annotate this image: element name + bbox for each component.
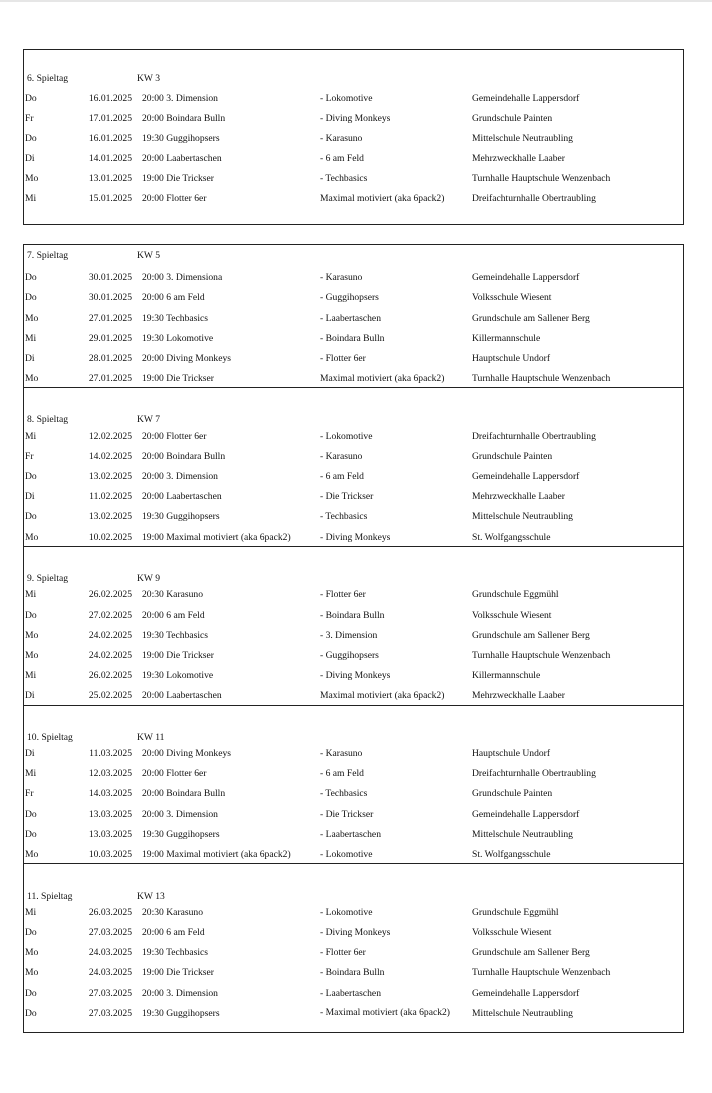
game-weekday: Fr — [25, 451, 34, 462]
game-guest-team: - Flotter 6er — [320, 947, 366, 958]
game-guest-team: - 6 am Feld — [320, 768, 364, 779]
game-guest-team: - Boindara Bulln — [320, 967, 385, 978]
game-date: 17.01.2025 — [88, 113, 132, 124]
game-row — [24, 170, 683, 187]
game-weekday: Di — [25, 748, 35, 759]
game-weekday: Do — [25, 272, 37, 283]
game-row — [24, 826, 683, 843]
game-row — [24, 468, 683, 485]
game-guest-team: - Lokomotive — [320, 93, 373, 104]
game-time-home-team: 20:00 6 am Feld — [142, 292, 205, 303]
game-date: 13.03.2025 — [88, 829, 132, 840]
game-guest-team: Maximal motiviert (aka 6pack2) — [320, 373, 445, 384]
game-time-home-team: 20:00 Boindara Bulln — [142, 451, 226, 462]
game-row — [24, 508, 683, 525]
game-row — [24, 846, 683, 863]
game-time-home-team: 19:30 Lokomotive — [142, 670, 214, 681]
game-row — [24, 529, 683, 546]
game-venue: Grundschule Painten — [472, 451, 553, 462]
game-venue: Turnhalle Hauptschule Wenzenbach — [472, 650, 611, 661]
game-venue: Grundschule Eggmühl — [472, 907, 559, 918]
game-weekday: Do — [25, 133, 37, 144]
game-date: 13.02.2025 — [88, 511, 132, 522]
game-venue: Grundschule am Sallener Berg — [472, 947, 590, 958]
game-venue: Dreifachturnhalle Obertraubling — [472, 431, 596, 442]
game-venue: Grundschule am Sallener Berg — [472, 630, 590, 641]
game-time-home-team: 19:00 Die Trickser — [142, 173, 214, 184]
game-row — [24, 190, 683, 207]
game-date: 24.03.2025 — [88, 967, 132, 978]
game-time-home-team: 20:00 Flotter 6er — [142, 431, 207, 442]
game-date: 29.01.2025 — [88, 333, 132, 344]
game-row — [24, 765, 683, 782]
game-guest-team: - Flotter 6er — [320, 353, 366, 364]
game-venue: Dreifachturnhalle Obertraubling — [472, 193, 596, 204]
game-venue: Gemeindehalle Lappersdorf — [472, 988, 580, 999]
game-weekday: Mo — [25, 849, 39, 860]
game-date: 16.01.2025 — [88, 133, 132, 144]
game-weekday: Mo — [25, 532, 39, 543]
game-time-home-team: 20:00 Laabertaschen — [142, 491, 222, 502]
matchday-header — [24, 70, 683, 87]
game-row — [24, 350, 683, 367]
game-time-home-team: 20:00 3. Dimension — [142, 93, 218, 104]
game-time-home-team: 19:30 Guggihopsers — [142, 511, 220, 522]
game-date: 24.02.2025 — [88, 630, 132, 641]
game-weekday: Mo — [25, 967, 39, 978]
game-row — [24, 904, 683, 921]
game-guest-team: - Diving Monkeys — [320, 113, 391, 124]
game-time-home-team: 19:30 Techbasics — [142, 313, 209, 324]
week-number: KW 5 — [137, 250, 161, 261]
game-weekday: Di — [25, 690, 35, 701]
matchday-header — [24, 247, 683, 264]
game-venue: Turnhalle Hauptschule Wenzenbach — [472, 373, 611, 384]
game-venue: Grundschule Eggmühl — [472, 589, 559, 600]
game-date: 11.03.2025 — [89, 748, 132, 759]
game-date: 12.03.2025 — [88, 768, 132, 779]
game-venue: Mittelschule Neutraubling — [472, 133, 573, 144]
game-guest-team: - Boindara Bulln — [320, 333, 385, 344]
game-date: 10.03.2025 — [88, 849, 132, 860]
matchday-label: 7. Spieltag — [27, 250, 69, 261]
game-row — [24, 985, 683, 1002]
game-weekday: Do — [25, 93, 37, 104]
game-venue: Gemeindehalle Lappersdorf — [472, 272, 580, 283]
game-guest-team: - Die Trickser — [320, 809, 374, 820]
game-date: 14.01.2025 — [88, 153, 132, 164]
game-guest-team: - Karasuno — [320, 451, 363, 462]
game-guest-team: - Karasuno — [320, 272, 363, 283]
game-weekday: Do — [25, 988, 37, 999]
game-weekday: Do — [25, 809, 37, 820]
game-date: 27.01.2025 — [88, 373, 132, 384]
game-weekday: Do — [25, 829, 37, 840]
game-row — [24, 289, 683, 306]
game-time-home-team: 20:00 Flotter 6er — [142, 768, 207, 779]
matchday-header — [24, 570, 683, 587]
game-venue: Mittelschule Neutraubling — [472, 511, 573, 522]
game-weekday: Fr — [25, 788, 34, 799]
game-date: 10.02.2025 — [88, 532, 132, 543]
game-time-home-team: 20:00 6 am Feld — [142, 610, 205, 621]
game-time-home-team: 20:30 Karasuno — [142, 907, 204, 918]
game-weekday: Do — [25, 471, 37, 482]
matchday-block — [23, 49, 684, 225]
game-row — [24, 607, 683, 624]
game-weekday: Mo — [25, 313, 39, 324]
game-date: 30.01.2025 — [88, 272, 132, 283]
game-venue: Gemeindehalle Lappersdorf — [472, 93, 580, 104]
game-date: 16.01.2025 — [88, 93, 132, 104]
week-number: KW 13 — [137, 891, 165, 902]
game-venue: Grundschule Painten — [472, 788, 553, 799]
game-guest-team: - Diving Monkeys — [320, 670, 391, 681]
top-divider — [0, 0, 712, 2]
game-row — [24, 687, 683, 704]
matchday-block — [23, 244, 684, 388]
game-date: 13.03.2025 — [88, 809, 132, 820]
matchday-header — [24, 888, 683, 905]
game-weekday: Mi — [25, 431, 37, 442]
game-row — [24, 330, 683, 347]
game-venue: Hauptschule Undorf — [472, 748, 551, 759]
game-date: 26.02.2025 — [88, 589, 132, 600]
game-date: 14.03.2025 — [88, 788, 132, 799]
game-guest-team: - Diving Monkeys — [320, 532, 391, 543]
game-row — [24, 1005, 683, 1022]
game-date: 13.02.2025 — [88, 471, 132, 482]
game-venue: Volksschule Wiesent — [472, 927, 552, 938]
game-time-home-team: 20:00 Boindara Bulln — [142, 788, 226, 799]
game-guest-team: - 6 am Feld — [320, 153, 364, 164]
game-weekday: Mi — [25, 333, 37, 344]
game-venue: Gemeindehalle Lappersdorf — [472, 809, 580, 820]
game-date: 13.01.2025 — [88, 173, 132, 184]
game-time-home-team: 19:00 Die Trickser — [142, 967, 214, 978]
game-row — [24, 745, 683, 762]
game-guest-team: - Laabertaschen — [320, 988, 381, 999]
game-row — [24, 944, 683, 961]
game-venue: Killermannschule — [472, 670, 541, 681]
game-venue: Volksschule Wiesent — [472, 292, 552, 303]
game-time-home-team: 20:00 Laabertaschen — [142, 690, 222, 701]
game-weekday: Mi — [25, 670, 37, 681]
game-row — [24, 370, 683, 387]
game-time-home-team: 20:00 Diving Monkeys — [142, 748, 232, 759]
game-time-home-team: 20:00 Boindara Bulln — [142, 113, 226, 124]
game-weekday: Mo — [25, 630, 39, 641]
game-guest-team: - Die Trickser — [320, 491, 374, 502]
game-weekday: Mo — [25, 650, 39, 661]
game-guest-team: - Guggihopsers — [320, 292, 379, 303]
game-time-home-team: 19:00 Die Trickser — [142, 650, 214, 661]
game-row — [24, 130, 683, 147]
game-time-home-team: 20:00 3. Dimension — [142, 809, 218, 820]
game-venue: Mittelschule Neutraubling — [472, 1008, 573, 1019]
game-time-home-team: 19:30 Lokomotive — [142, 333, 214, 344]
game-weekday: Do — [25, 1008, 37, 1019]
matchday-label: 11. Spieltag — [27, 891, 73, 902]
game-row — [24, 269, 683, 286]
game-row — [24, 586, 683, 603]
game-row — [24, 150, 683, 167]
game-weekday: Mi — [25, 589, 37, 600]
game-weekday: Do — [25, 292, 37, 303]
game-weekday: Di — [25, 353, 35, 364]
matchday-label: 10. Spieltag — [27, 732, 73, 743]
game-venue: Mehrzweckhalle Laaber — [472, 491, 565, 502]
game-date: 11.02.2025 — [89, 491, 132, 502]
game-date: 27.02.2025 — [88, 610, 132, 621]
game-guest-team: - 6 am Feld — [320, 471, 364, 482]
game-time-home-team: 20:00 3. Dimension — [142, 988, 218, 999]
game-guest-team: - Boindara Bulln — [320, 610, 385, 621]
game-weekday: Mi — [25, 768, 37, 779]
game-venue: Turnhalle Hauptschule Wenzenbach — [472, 173, 611, 184]
game-row — [24, 627, 683, 644]
week-number: KW 11 — [137, 732, 165, 743]
game-date: 30.01.2025 — [88, 292, 132, 303]
game-venue: Dreifachturnhalle Obertraubling — [472, 768, 596, 779]
game-weekday: Di — [25, 491, 35, 502]
game-guest-team: - 3. Dimension — [320, 630, 378, 641]
game-guest-team: - Flotter 6er — [320, 589, 366, 600]
game-venue: Mittelschule Neutraubling — [472, 829, 573, 840]
game-row — [24, 310, 683, 327]
game-guest-team: - Maximal motiviert (aka 6pack2) — [320, 1007, 451, 1018]
game-row — [24, 448, 683, 465]
game-venue: Volksschule Wiesent — [472, 610, 552, 621]
game-row — [24, 667, 683, 684]
game-guest-team: - Techbasics — [320, 173, 368, 184]
game-weekday: Mo — [25, 947, 39, 958]
game-date: 26.03.2025 — [88, 907, 132, 918]
matchday-label: 8. Spieltag — [27, 414, 69, 425]
game-venue: Turnhalle Hauptschule Wenzenbach — [472, 967, 611, 978]
game-row — [24, 924, 683, 941]
game-weekday: Do — [25, 610, 37, 621]
game-guest-team: - Lokomotive — [320, 849, 373, 860]
matchday-header — [24, 411, 683, 428]
matchday-header — [24, 729, 683, 746]
game-row — [24, 806, 683, 823]
game-guest-team: - Techbasics — [320, 511, 368, 522]
game-weekday: Di — [25, 153, 35, 164]
game-weekday: Mo — [25, 173, 39, 184]
game-time-home-team: 20:00 Flotter 6er — [142, 193, 207, 204]
game-guest-team: - Laabertaschen — [320, 313, 381, 324]
game-venue: Mehrzweckhalle Laaber — [472, 153, 565, 164]
game-venue: Grundschule Painten — [472, 113, 553, 124]
game-date: 24.03.2025 — [88, 947, 132, 958]
game-date: 25.02.2025 — [88, 690, 132, 701]
game-guest-team: - Diving Monkeys — [320, 927, 391, 938]
game-date: 27.03.2025 — [88, 988, 132, 999]
game-venue: St. Wolfgangsschule — [472, 849, 551, 860]
game-date: 27.03.2025 — [88, 1008, 132, 1019]
game-row — [24, 428, 683, 445]
game-row — [24, 90, 683, 107]
game-weekday: Fr — [25, 113, 34, 124]
game-row — [24, 964, 683, 981]
game-weekday: Do — [25, 927, 37, 938]
game-guest-team: - Techbasics — [320, 788, 368, 799]
matchday-label: 6. Spieltag — [27, 73, 69, 84]
week-number: KW 3 — [137, 73, 161, 84]
game-venue: Hauptschule Undorf — [472, 353, 551, 364]
game-guest-team: - Karasuno — [320, 748, 363, 759]
game-guest-team: - Karasuno — [320, 133, 363, 144]
game-time-home-team: 19:00 Maximal motiviert (aka 6pack2) — [142, 532, 291, 543]
game-guest-team: - Lokomotive — [320, 431, 373, 442]
game-weekday: Mi — [25, 193, 37, 204]
game-time-home-team: 19:30 Techbasics — [142, 947, 209, 958]
matchday-block — [23, 387, 684, 547]
game-venue: Grundschule am Sallener Berg — [472, 313, 590, 324]
game-date: 26.02.2025 — [88, 670, 132, 681]
game-guest-team: Maximal motiviert (aka 6pack2) — [320, 193, 445, 204]
game-guest-team: - Laabertaschen — [320, 829, 381, 840]
game-date: 28.01.2025 — [88, 353, 132, 364]
game-guest-team: - Lokomotive — [320, 907, 373, 918]
matchday-block — [23, 705, 684, 864]
game-time-home-team: 19:00 Maximal motiviert (aka 6pack2) — [142, 849, 291, 860]
game-guest-team: - Guggihopsers — [320, 650, 379, 661]
game-time-home-team: 20:00 6 am Feld — [142, 927, 205, 938]
game-date: 24.02.2025 — [88, 650, 132, 661]
matchday-label: 9. Spieltag — [27, 573, 69, 584]
game-weekday: Do — [25, 511, 37, 522]
game-time-home-team: 19:30 Guggihopsers — [142, 1008, 220, 1019]
game-date: 14.02.2025 — [88, 451, 132, 462]
game-venue: St. Wolfgangsschule — [472, 532, 551, 543]
game-date: 27.01.2025 — [88, 313, 132, 324]
game-time-home-team: 19:00 Die Trickser — [142, 373, 214, 384]
game-venue: Killermannschule — [472, 333, 541, 344]
game-time-home-team: 19:30 Guggihopsers — [142, 829, 220, 840]
week-number: KW 9 — [137, 573, 161, 584]
game-date: 12.02.2025 — [88, 431, 132, 442]
game-venue: Gemeindehalle Lappersdorf — [472, 471, 580, 482]
game-row — [24, 785, 683, 802]
matchday-block — [23, 863, 684, 1033]
game-time-home-team: 20:00 Diving Monkeys — [142, 353, 232, 364]
game-time-home-team: 19:30 Guggihopsers — [142, 133, 220, 144]
game-venue: Mehrzweckhalle Laaber — [472, 690, 565, 701]
game-time-home-team: 19:30 Techbasics — [142, 630, 209, 641]
week-number: KW 7 — [137, 414, 161, 425]
game-guest-team: Maximal motiviert (aka 6pack2) — [320, 690, 445, 701]
game-weekday: Mi — [25, 907, 37, 918]
game-time-home-team: 20:00 3. Dimension — [142, 471, 218, 482]
game-row — [24, 110, 683, 127]
game-weekday: Mo — [25, 373, 39, 384]
game-time-home-team: 20:00 3. Dimensiona — [142, 272, 223, 283]
matchday-block — [23, 546, 684, 706]
game-row — [24, 647, 683, 664]
game-date: 27.03.2025 — [88, 927, 132, 938]
game-time-home-team: 20:30 Karasuno — [142, 589, 204, 600]
game-time-home-team: 20:00 Laabertaschen — [142, 153, 222, 164]
game-date: 15.01.2025 — [88, 193, 132, 204]
game-row — [24, 488, 683, 505]
